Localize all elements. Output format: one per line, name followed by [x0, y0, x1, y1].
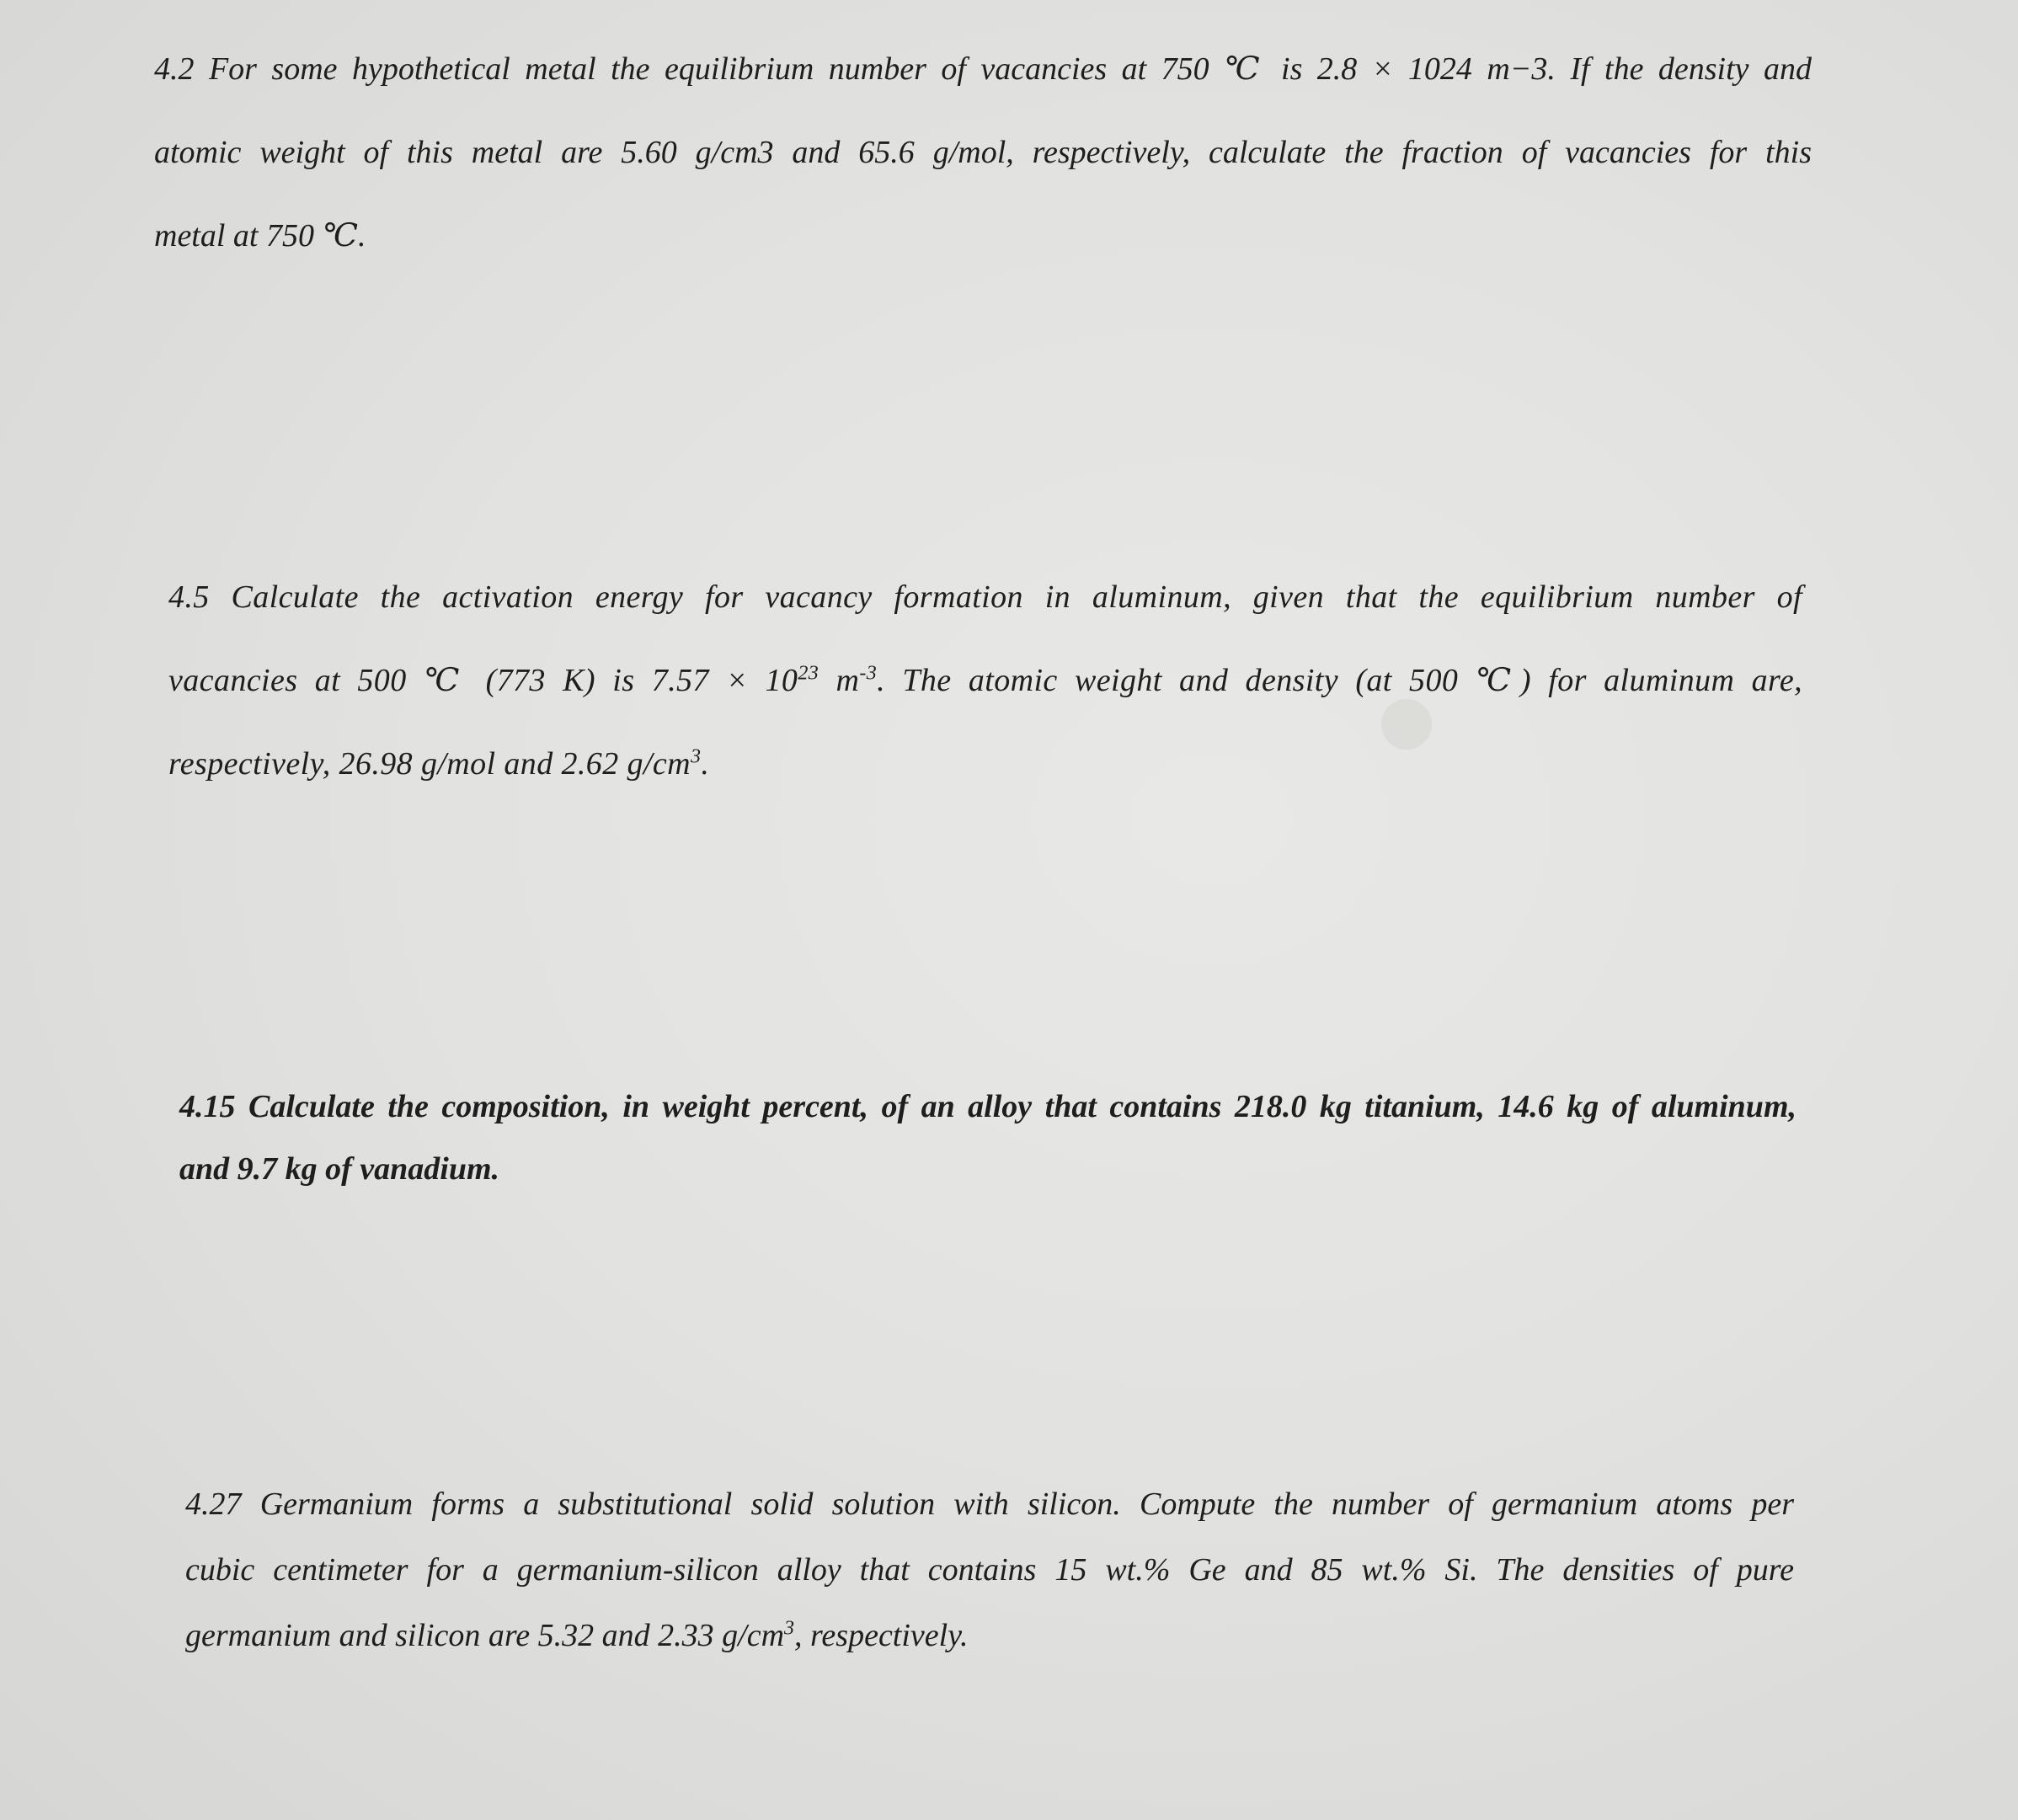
problem-4-27-line-3-text-a: germanium and silicon are 5.32 and 2.33 g/cm	[185, 1618, 785, 1653]
problem-4-5-line-3-text-a: respectively, 26.98 g/mol and 2.62 g/cm	[168, 746, 691, 782]
problem-4-2	[154, 28, 1812, 278]
problem-4-5-line-2-text-a: vacancies at 500 ℃ (773 K) is 7.57 × 10	[168, 663, 798, 698]
problem-4-27	[185, 1471, 1794, 1668]
problem-4-2-line-1: 4.2 For some hypothetical metal the equilibrium number of vacancies at 750 ℃ is 2.8 × 1024 m−3. If the density and	[154, 51, 1812, 87]
problem-4-15	[179, 1075, 1796, 1200]
exponent-minus-3: -3	[859, 662, 878, 685]
problem-4-5-line-1: 4.5 Calculate the activation energy for vacancy formation in aluminum, given that the equilibrium number of	[168, 579, 1802, 615]
problem-4-5-line-2	[168, 639, 1802, 723]
problem-4-5-line-2-text-c: . The atomic weight and density (at 500 ℃) for aluminum are,	[877, 663, 1802, 698]
problem-4-27-line-3-text-b: , respectively.	[794, 1618, 969, 1653]
problem-4-15-line-2: and 9.7 kg of vanadium.	[179, 1151, 500, 1187]
problem-4-27-line-3	[185, 1603, 1794, 1668]
problem-4-5	[168, 556, 1802, 806]
problem-4-5-line-3	[168, 723, 1802, 806]
problem-4-2-line-3: metal at 750 ℃.	[154, 218, 366, 254]
problem-4-27-line-2: cubic centimeter for a germanium-silicon alloy that contains 15 wt.% Ge and 85 wt.% Si. The densities of pure	[185, 1552, 1794, 1588]
problem-4-2-line-2: atomic weight of this metal are 5.60 g/cm3 and 65.6 g/mol, respectively, calculate the fraction of vacancies for this	[154, 135, 1812, 170]
problem-4-15-line-1: 4.15 Calculate the composition, in weight percent, of an alloy that contains 218.0 kg titanium, 14.6 kg of aluminum,	[179, 1089, 1796, 1124]
exponent-3: 3	[784, 1617, 795, 1640]
problem-4-5-line-2-text-b: m	[819, 663, 860, 698]
exponent-23: 23	[798, 662, 819, 685]
problem-4-27-line-1: 4.27 Germanium forms a substitutional solid solution with silicon. Compute the number of germanium atoms per	[185, 1486, 1794, 1522]
problem-4-5-line-3-text-b: .	[701, 746, 710, 782]
exponent-3: 3	[690, 745, 702, 768]
